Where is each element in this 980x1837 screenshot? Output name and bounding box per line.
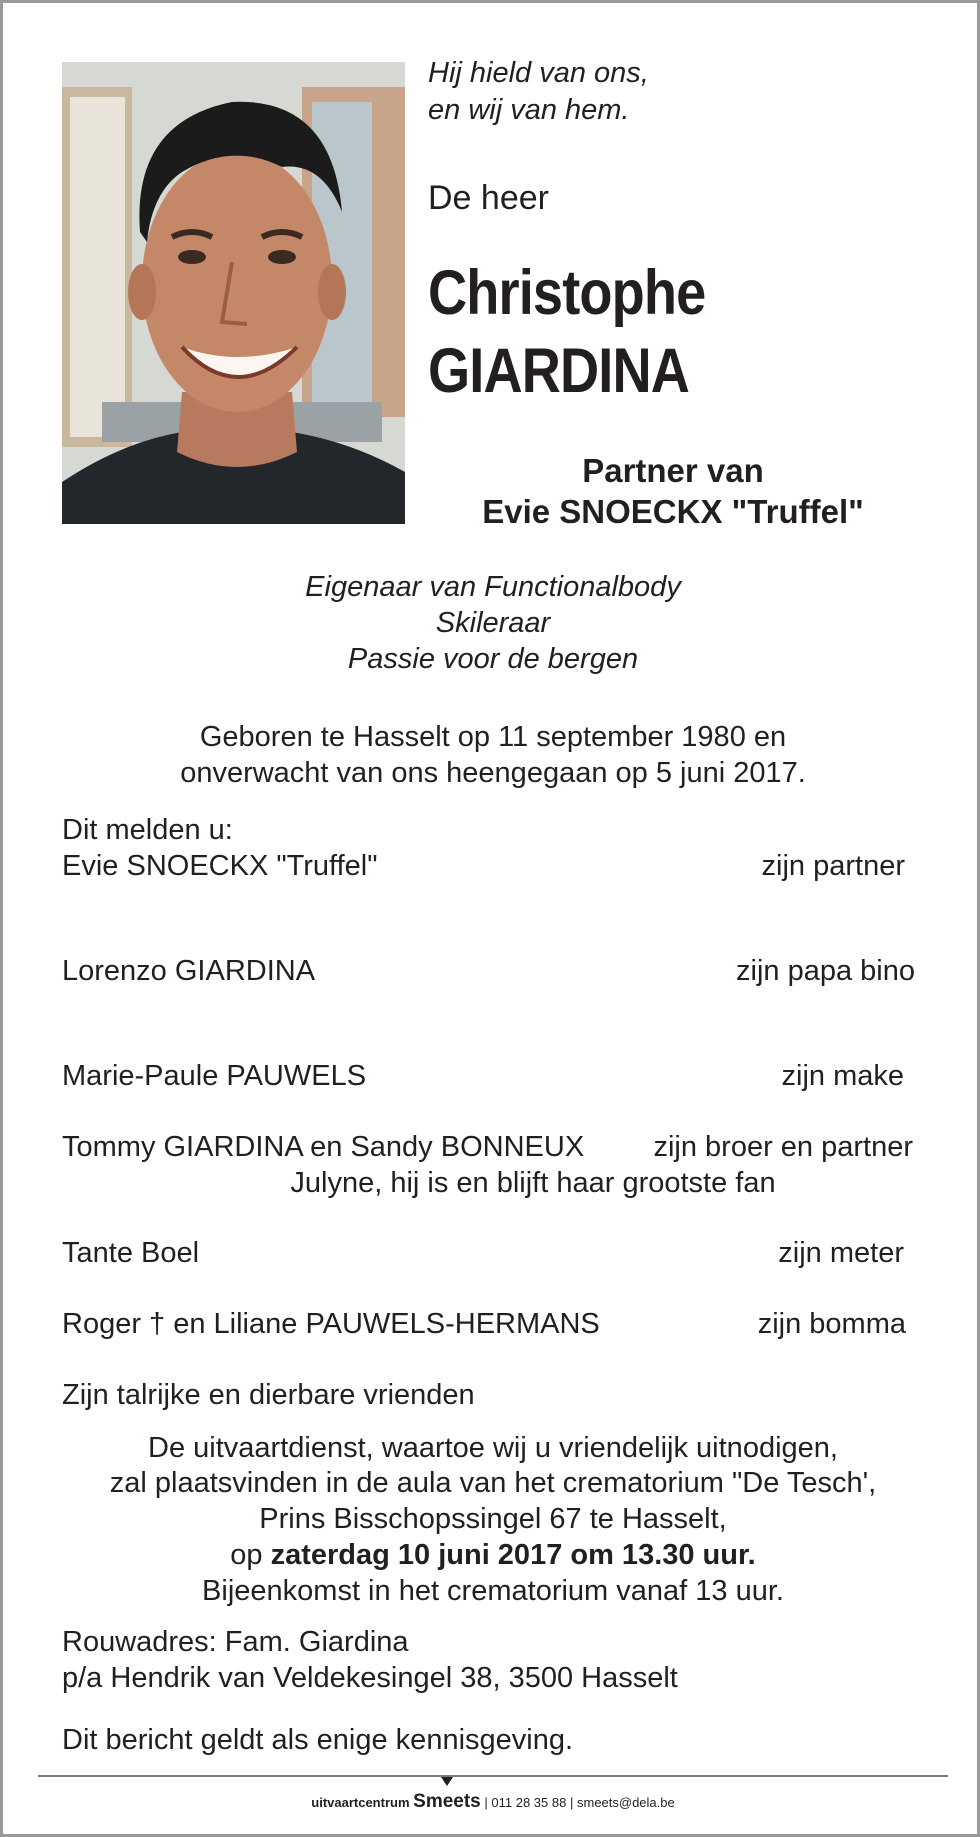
- footer-separator: |: [484, 1795, 488, 1810]
- address-line-2: p/a Hendrik van Veldekesingel 38, 3500 Hasselt: [62, 1662, 678, 1694]
- footer-separator: |: [569, 1795, 574, 1810]
- portrait-image: [62, 62, 405, 524]
- portrait-photo: [62, 62, 405, 524]
- ceremony-date-line: [43, 1538, 943, 1573]
- family-relation: zijn broer en partner: [653, 1131, 913, 1163]
- friends-line: Zijn talrijke en dierbare vrienden: [62, 1379, 475, 1411]
- family-name: Evie SNOECKX "Truffel": [62, 850, 378, 882]
- honorific: De heer: [428, 179, 549, 217]
- ceremony-line-1: De uitvaartdienst, waartoe wij u vriendelijk uitnodigen,: [148, 1432, 838, 1464]
- family-relation: zijn make: [781, 1060, 904, 1092]
- partner-label: Partner van: [582, 452, 764, 489]
- ceremony-line-3: Prins Bisschopssingel 67 te Hasselt,: [259, 1503, 727, 1535]
- ceremony-line-2: zal plaatsvinden in de aula van het crematorium "De Tesch',: [109, 1467, 877, 1499]
- notice-line: Dit bericht geldt als enige kennisgeving.: [62, 1724, 574, 1756]
- family-name: Lorenzo GIARDINA: [62, 955, 316, 987]
- announce-label: Dit melden u:: [62, 814, 233, 846]
- address-line-1: Rouwadres: Fam. Giardina: [62, 1626, 409, 1658]
- role-line-3: Passie voor de bergen: [347, 643, 639, 675]
- role-line-1: Eigenaar van Functionalbody: [305, 571, 681, 603]
- motto-line-1: Hij hield van ons,: [428, 57, 649, 89]
- family-name: Roger † en Liliane PAUWELS-HERMANS: [62, 1308, 600, 1340]
- motto-line-2: en wij van hem.: [428, 94, 630, 126]
- family-relation: zijn meter: [778, 1237, 904, 1269]
- footer-prefix: uitvaartcentrum: [311, 1795, 410, 1810]
- ceremony-line-5: Bijeenkomst in het crematorium vanaf 13 uur.: [202, 1575, 784, 1607]
- birth-line-2: onverwacht van ons heengegaan op 5 juni 2017.: [180, 757, 806, 789]
- footer-brand: [413, 1791, 481, 1812]
- triangle-icon: [441, 1777, 453, 1786]
- family-name: Tommy GIARDINA en Sandy BONNEUX: [62, 1131, 585, 1163]
- footer-brand-text: Smeets: [413, 1791, 481, 1812]
- footer-divider: [38, 1775, 948, 1777]
- first-name: Christophe: [428, 258, 706, 328]
- ceremony-date-prefix: op: [230, 1539, 271, 1571]
- family-name: Tante Boel: [62, 1237, 200, 1269]
- family-relation: zijn papa bino: [736, 955, 915, 987]
- family-note: Julyne, hij is en blijft haar grootste fan: [290, 1167, 776, 1199]
- ceremony-date: zaterdag 10 juni 2017 om 13.30 uur.: [270, 1539, 756, 1571]
- footer-phone: 011 28 35 88: [491, 1795, 567, 1810]
- role-line-2: Skileraar: [435, 607, 551, 639]
- family-relation: zijn partner: [761, 850, 905, 882]
- family-relation: zijn bomma: [757, 1308, 906, 1340]
- footer-email[interactable]: smeets@dela.be: [576, 1795, 675, 1810]
- family-name: Marie-Paule PAUWELS: [62, 1060, 367, 1092]
- partner-name: Evie SNOECKX "Truffel": [482, 493, 864, 530]
- footer: [3, 1791, 980, 1813]
- last-name: GIARDINA: [428, 336, 690, 406]
- birth-line-1: Geboren te Hasselt op 11 september 1980 en: [199, 721, 787, 753]
